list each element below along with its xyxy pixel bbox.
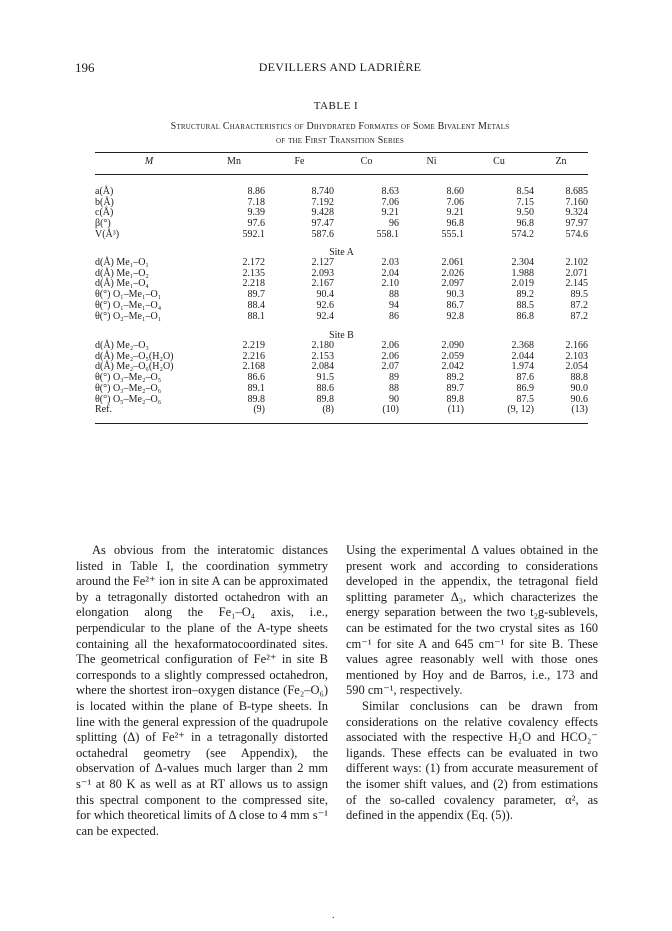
cell-zn: 2.102 xyxy=(565,257,588,268)
lattice-table xyxy=(95,187,588,241)
cell-mn: 2.219 xyxy=(242,340,265,351)
cell-label: d(Å) Me₂–O₅(H₂O) xyxy=(95,350,174,362)
cell-cu: 2.368 xyxy=(511,340,534,351)
column-header-ni: Ni xyxy=(426,156,437,167)
cell-mn: 97.6 xyxy=(247,218,265,230)
cell-cu: 2.304 xyxy=(511,257,534,268)
cell-co: 2.04 xyxy=(381,267,399,279)
column-header-zn: Zn xyxy=(555,156,567,167)
table-caption-line-2: of the First Transition Series xyxy=(276,135,404,146)
cell-ni: 89.7 xyxy=(446,382,464,394)
page-number: 196 xyxy=(75,60,95,75)
table-row xyxy=(95,208,588,219)
table-row xyxy=(95,312,588,323)
cell-fe: 97.47 xyxy=(311,218,334,230)
cell-co: 88 xyxy=(389,289,399,301)
left-column xyxy=(76,543,328,839)
cell-co: 90 xyxy=(389,393,399,405)
cell-co: 88 xyxy=(389,382,399,394)
site-b-title: Site B xyxy=(329,330,354,341)
table-label: TABLE I xyxy=(313,100,359,112)
column-header-fe: Fe xyxy=(294,156,305,167)
cell-cu: 9.50 xyxy=(516,207,534,219)
cell-cu: 86.9 xyxy=(516,382,534,394)
cell-co: 96 xyxy=(389,218,399,230)
cell-mn: 8.86 xyxy=(247,186,265,197)
cell-fe: 7.192 xyxy=(311,196,334,208)
right-column xyxy=(346,543,598,824)
running-head: DEVILLERS AND LADRIÈRE xyxy=(258,60,422,74)
cell-label: d(Å) Me₁–O₂ xyxy=(95,267,149,279)
cell-zn: 97.97 xyxy=(565,218,588,230)
cell-ni: 2.061 xyxy=(441,257,464,268)
cell-label: d(Å) Me₁–O₄ xyxy=(95,278,149,290)
cell-ni: 89.8 xyxy=(446,393,464,405)
cell-ni: 2.097 xyxy=(441,278,464,290)
table-row xyxy=(95,198,588,209)
cell-fe: 2.180 xyxy=(311,340,334,351)
cell-fe: 90.4 xyxy=(316,289,334,301)
cell-zn: 2.166 xyxy=(565,340,588,351)
cell-fe: 9.428 xyxy=(311,207,334,219)
cell-mn: 89.8 xyxy=(247,393,265,405)
table-header xyxy=(95,157,588,168)
cell-mn: 2.218 xyxy=(242,278,265,290)
table-row xyxy=(95,187,588,198)
cell-zn: 2.145 xyxy=(565,278,588,290)
cell-cu: 88.5 xyxy=(516,299,534,311)
cell-mn: (9) xyxy=(253,404,265,416)
cell-ni: 2.059 xyxy=(441,350,464,362)
cell-co: 89 xyxy=(389,372,399,384)
left-paragraph: As obvious from the interatomic distances listed in Table I, the coordination symmetry around the Fe²⁺ ion in site A can be approximated by a tetragonally distorted octahedron with an elongation along the Fe₁–O₄ axis, i.e., perpendicular to the plane of the A-type sheets containing all the hexaformatocoordinated sites. The geometrical configuration of Fe²⁺ in site B corresponds to a slightly compressed octahedron, where the shortest iron–oxygen distance (Fe₂–O₆) is located within the plane of B-type sheets. In line with the general expression of the quadrupole splitting (Δ) of Fe²⁺ in a tetragonally distorted octahedral geometry (see Appendix), the observation of Δ-values much larger than 2 mm s⁻¹ at 80 K as well as at RT allows us to assign this spectral component to the compressed site, for which theoretical limits of Δ close to 4 mm s⁻¹ can be expected. xyxy=(76,543,328,838)
cell-ni: 96.8 xyxy=(446,218,464,230)
cell-co: 2.07 xyxy=(381,361,399,373)
cell-mn: 86.6 xyxy=(247,372,265,384)
cell-cu: 2.044 xyxy=(511,350,534,362)
cell-co: (10) xyxy=(382,404,399,416)
cell-mn: 592.1 xyxy=(242,228,265,240)
cell-label: θ(°) O₅–Me₂–O₆ xyxy=(95,393,162,405)
cell-cu: 86.8 xyxy=(516,310,534,322)
table-top-rule xyxy=(95,152,588,153)
cell-ni: (11) xyxy=(447,404,464,416)
cell-fe: 2.084 xyxy=(311,361,334,373)
cell-zn: 574.6 xyxy=(565,228,588,240)
right-paragraph-1: Using the experimental Δ values obtained in the present work and according to considerations developed in the appendix, the tetragonal field splitting parameter Δ₃, which characterizes the energy separation between the two t₂g-sublevels, can be estimated for the two crystal sites as 160 cm⁻¹ for site A and 645 cm⁻¹ for site B. These values agree reasonably well with those ones mentioned by Hoy and de Barros, i.e., 173 and 590 cm⁻¹, respectively. xyxy=(346,543,598,698)
cell-fe: 2.093 xyxy=(311,267,334,279)
cell-mn: 7.18 xyxy=(247,196,265,208)
cell-zn: 90.6 xyxy=(570,393,588,405)
cell-zn: 8.685 xyxy=(565,186,588,197)
cell-label: b(Å) xyxy=(95,196,114,208)
cell-label: θ(°) O₃–Me₂–O₆ xyxy=(95,382,162,394)
cell-co: 94 xyxy=(389,299,399,311)
table-caption-line-1: Structural Characteristics of Dihydrated Formates of Some Bivalent Metals xyxy=(170,121,510,132)
cell-zn: 87.2 xyxy=(570,299,588,311)
cell-fe: 587.6 xyxy=(311,228,334,240)
table-header-row xyxy=(95,157,588,168)
cell-co: 86 xyxy=(389,310,399,322)
cell-mn: 88.4 xyxy=(247,299,265,311)
cell-ni: 7.06 xyxy=(446,196,464,208)
cell-zn: (13) xyxy=(571,404,588,416)
cell-label: d(Å) Me₂–O₆(H₂O) xyxy=(95,361,174,373)
cell-mn: 2.172 xyxy=(242,257,265,268)
cell-zn: 2.071 xyxy=(565,267,588,279)
table-row xyxy=(95,362,588,373)
cell-ni: 92.8 xyxy=(446,310,464,322)
cell-cu: 2.019 xyxy=(511,278,534,290)
cell-fe: 8.740 xyxy=(311,186,334,197)
cell-zn: 2.103 xyxy=(565,350,588,362)
cell-ni: 9.21 xyxy=(446,207,464,219)
cell-fe: 2.167 xyxy=(311,278,334,290)
table-row xyxy=(95,405,588,416)
cell-mn: 9.39 xyxy=(247,207,265,219)
cell-ni: 2.090 xyxy=(441,340,464,351)
table-row xyxy=(95,384,588,395)
site-a-table xyxy=(95,258,588,322)
table-row xyxy=(95,290,588,301)
cell-fe: 91.5 xyxy=(316,372,334,384)
cell-fe: 92.6 xyxy=(316,299,334,311)
cell-mn: 2.168 xyxy=(242,361,265,373)
cell-co: 8.63 xyxy=(381,186,399,197)
cell-zn: 87.2 xyxy=(570,310,588,322)
cell-ni: 89.2 xyxy=(446,372,464,384)
table-row xyxy=(95,230,588,241)
cell-label: a(Å) xyxy=(95,186,114,197)
cell-cu: 87.5 xyxy=(516,393,534,405)
cell-fe: 2.153 xyxy=(311,350,334,362)
cell-label: θ(°) O₂–Me₁–O₁ xyxy=(95,310,162,322)
table-bottom-rule xyxy=(95,423,588,424)
cell-mn: 2.135 xyxy=(242,267,265,279)
site-b-table xyxy=(95,341,588,416)
cell-fe: 2.127 xyxy=(311,257,334,268)
table-row xyxy=(95,279,588,290)
column-header-co: Co xyxy=(360,156,373,167)
cell-cu: 1.988 xyxy=(511,267,534,279)
cell-ni: 2.026 xyxy=(441,267,464,279)
right-paragraph-2: Similar conclusions can be drawn from considerations on the relative covalency effects associated with the respective H₂O and HCO₂⁻ ligands. These effects can be evaluated in two different ways: (1) from accurate measurement of the isomer shift values, and (2) from estimations of the so-called covalency parameter, α², as defined in the appendix (Eq. (5)). xyxy=(346,698,598,823)
column-header-mn: Mn xyxy=(227,156,241,167)
cell-co: 2.03 xyxy=(381,257,399,268)
cell-label: d(Å) Me₂–O₃ xyxy=(95,340,149,351)
cell-label: Ref. xyxy=(95,404,112,416)
cell-zn: 88.8 xyxy=(570,372,588,384)
cell-label: θ(°) O₁–Me₁–O₁ xyxy=(95,289,162,301)
site-a-title: Site A xyxy=(329,247,354,258)
lattice-rows xyxy=(95,187,588,241)
cell-mn: 88.1 xyxy=(247,310,265,322)
cell-co: 558.1 xyxy=(376,228,399,240)
cell-cu: 1.974 xyxy=(511,361,534,373)
cell-ni: 90.3 xyxy=(446,289,464,301)
cell-ni: 555.1 xyxy=(441,228,464,240)
cell-label: β(°) xyxy=(95,218,111,230)
page-header xyxy=(75,60,605,76)
column-header-cu: Cu xyxy=(493,156,505,167)
cell-cu: 574.2 xyxy=(511,228,534,240)
table-row xyxy=(95,373,588,384)
cell-fe: 88.6 xyxy=(316,382,334,394)
cell-cu: 87.6 xyxy=(516,372,534,384)
cell-cu: 7.15 xyxy=(516,196,534,208)
footer-mark: . xyxy=(332,910,335,921)
site-a-rows xyxy=(95,258,588,322)
cell-ni: 8.60 xyxy=(446,186,464,197)
cell-co: 9.21 xyxy=(381,207,399,219)
cell-mn: 89.7 xyxy=(247,289,265,301)
cell-fe: (8) xyxy=(322,404,334,416)
cell-zn: 89.5 xyxy=(570,289,588,301)
cell-zn: 90.0 xyxy=(570,382,588,394)
cell-cu: (9, 12) xyxy=(507,404,534,416)
cell-co: 2.06 xyxy=(381,340,399,351)
cell-cu: 96.8 xyxy=(516,218,534,230)
cell-zn: 7.160 xyxy=(565,196,588,208)
cell-fe: 92.4 xyxy=(316,310,334,322)
table-row xyxy=(95,301,588,312)
cell-cu: 89.2 xyxy=(516,289,534,301)
cell-fe: 89.8 xyxy=(316,393,334,405)
cell-label: d(Å) Me₁–O₁ xyxy=(95,257,149,268)
cell-zn: 9.324 xyxy=(565,207,588,219)
cell-zn: 2.054 xyxy=(565,361,588,373)
cell-cu: 8.54 xyxy=(516,186,534,197)
cell-label: θ(°) O₃–Me₂–O₅ xyxy=(95,372,162,384)
cell-co: 2.06 xyxy=(381,350,399,362)
cell-ni: 2.042 xyxy=(441,361,464,373)
column-header-m: M xyxy=(144,156,154,167)
cell-co: 7.06 xyxy=(381,196,399,208)
site-b-rows xyxy=(95,341,588,416)
cell-co: 2.10 xyxy=(381,278,399,290)
cell-label: θ(°) O₁–Me₁–O₄ xyxy=(95,299,162,311)
cell-mn: 2.216 xyxy=(242,350,265,362)
cell-label: V(Å³) xyxy=(95,228,120,240)
table-caption xyxy=(95,120,585,148)
cell-mn: 89.1 xyxy=(247,382,265,394)
cell-label: c(Å) xyxy=(95,207,114,219)
table-header-rule xyxy=(95,174,588,175)
cell-ni: 86.7 xyxy=(446,299,464,311)
